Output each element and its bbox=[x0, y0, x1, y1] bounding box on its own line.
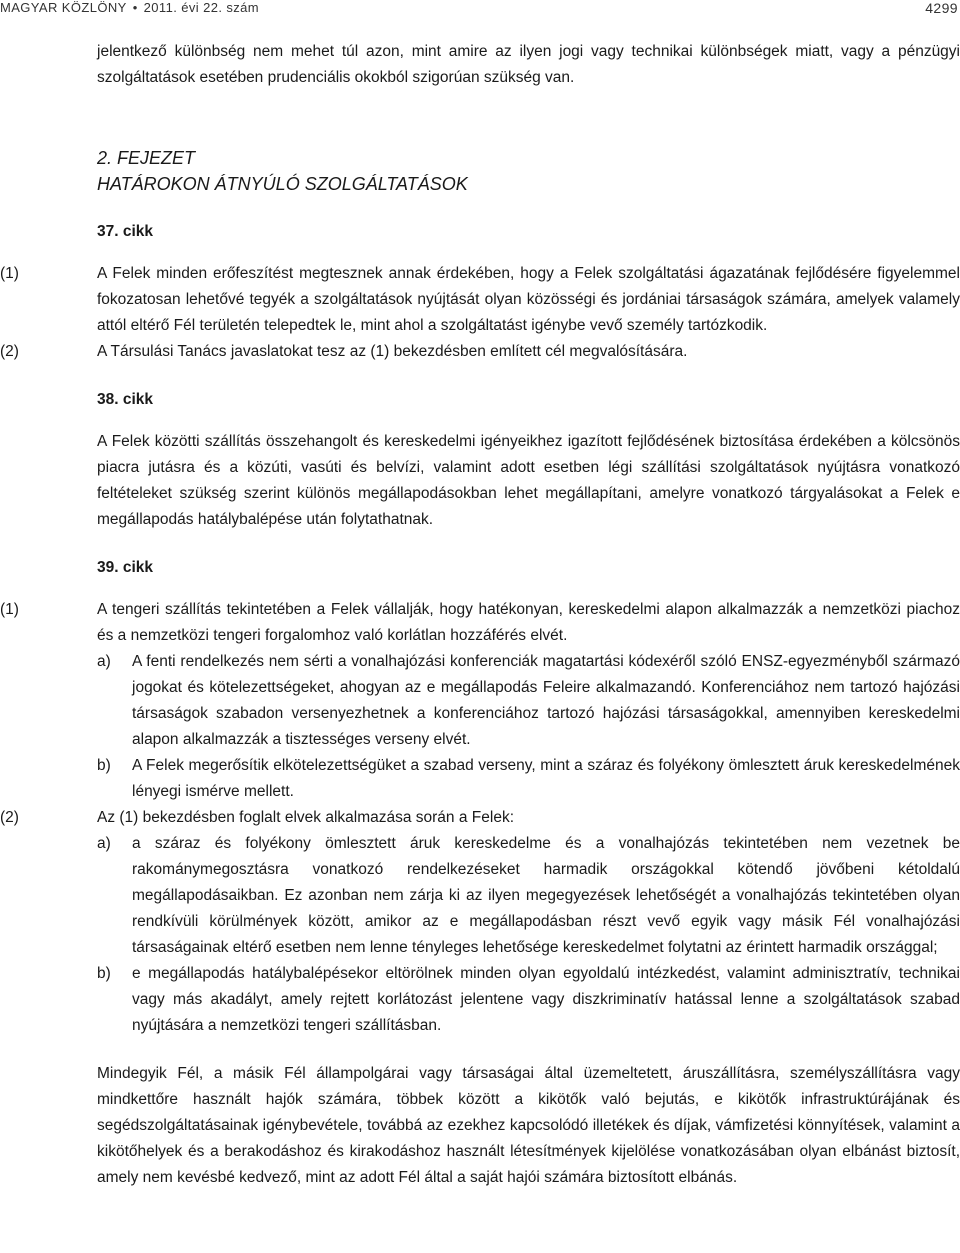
item-text: a száraz és folyékony ömlesztett áruk kereskedelme és a vonalhajózás tekintetében nem vezetnek be rakománymegosztásra vonatkozó rendelkezéseket harmadik országokkal kötendő jövőbeni kétoldalú megállapodásaikban. Ez azonban nem zárja ki az ilyen megegyezések lehetőségét a vonalhajózás tekintetében olyan rendkívüli körülmények között, amikor az e megállapodásban részt vevő egyik vagy másik Fél vonalhajózási társaságainak eltérő esetben nem lenne tényleges lehetősége kereskedelmet folytatni az érintett harmadik országgal; bbox=[132, 835, 960, 956]
paragraph-number: (1) bbox=[0, 601, 19, 618]
paragraph-text: A tengeri szállítás tekintetében a Felek vállalják, hogy hatékonyan, kereskedelmi alapon alkalmazzák a nemzetközi piachoz és a nemzetközi tengeri forgalomhoz való korlátlan hozzáférés elvét. bbox=[97, 601, 960, 644]
item-text: A fenti rendelkezés nem sérti a vonalhajózási konferenciák magatartási kódexéről szóló ENSZ-egyezményből származó jogokat és kötelezettségeket, ahogyan az e megállapodás Feleire alkalmazandó. Konferenciához nem tartozó hajózási társaságok szabadon versenyezhetnek a konferenciához tartozó hajózási társaságokkal, amennyiben kereskedelmi alapon alkalmazzák a tisztességes verseny elvét. bbox=[132, 653, 960, 748]
article-37-title: 37. cikk bbox=[97, 223, 154, 240]
paragraph-number: (1) bbox=[0, 265, 19, 282]
item-label: a) bbox=[97, 835, 111, 852]
paragraph-number: (2) bbox=[0, 343, 19, 360]
issue-number: 2011. évi 22. szám bbox=[143, 0, 260, 15]
header-bullet: • bbox=[132, 0, 138, 15]
article-38-title: 38. cikk bbox=[97, 391, 154, 408]
article-39-paragraph-1 bbox=[0, 597, 960, 649]
paragraph-text: A Társulási Tanács javaslatokat tesz az (1) bekezdésben említett cél megvalósítására. bbox=[97, 343, 688, 360]
article-39-paragraph-2 bbox=[0, 805, 960, 831]
document-body bbox=[0, 39, 960, 1191]
article-37-paragraph-1 bbox=[0, 261, 960, 339]
item-text: A Felek megerősítik elkötelezettségüket a szabad verseny, mint a száraz és folyékony ömlesztett áruk kereskedelmének lényegi ismérve mellett. bbox=[132, 757, 960, 800]
paragraph-text: A Felek minden erőfeszítést megtesznek annak érdekében, hogy a Felek szolgáltatási ágazatának fejlődésére figyelemmel fokozatosan lehetővé tegyék a szolgáltatások nyújtását olyan közösségi és jordániai társaságok számára, amelyek valamely attól eltérő Fél területén telepedtek le, mint ahol a szolgáltatást igénybe vevő személy tartózkodik. bbox=[97, 265, 960, 334]
article-39-paragraph-2-item-a bbox=[0, 831, 960, 961]
item-label: a) bbox=[97, 653, 111, 670]
paragraph-text: Az (1) bekezdésben foglalt elvek alkalmazása során a Felek: bbox=[97, 809, 514, 826]
article-37-paragraph-2 bbox=[0, 339, 960, 365]
paragraph-number: (2) bbox=[0, 809, 19, 826]
item-label: b) bbox=[97, 965, 111, 982]
article-39-paragraph-1-item-b bbox=[0, 753, 960, 805]
spacer bbox=[0, 1039, 960, 1061]
chapter-number: 2. FEJEZET bbox=[97, 148, 196, 168]
item-text: e megállapodás hatálybalépésekor eltörölnek minden olyan egyoldalú intézkedést, valamint adminisztratív, technikai vagy más akadályt, amely rejtett korlátozást jelentene vagy diszkriminatív hatással lenne a szolgáltatások szabad nyújtására a nemzetközi tengeri szállításban. bbox=[132, 965, 960, 1034]
article-39-title: 39. cikk bbox=[97, 559, 154, 576]
page-number: 4299 bbox=[925, 0, 958, 16]
item-label: b) bbox=[97, 757, 111, 774]
publication-name: MAGYAR KÖZLÖNY bbox=[0, 0, 127, 15]
intro-paragraph: jelentkező különbség nem mehet túl azon, mint amire az ilyen jogi vagy technikai különbségek miatt, vagy a pénzügyi szolgáltatások esetében prudenciális okokból szigorúan szükség van. bbox=[97, 43, 960, 86]
article-39-closing-paragraph: Mindegyik Fél, a másik Fél állampolgárai vagy társaságai által üzemeltetett, áruszállításra, személyszállításra vagy mindkettőre használt hajók számára, többek között a kikötők való bejutás, e kikötők infrastruktúrájának és segédszolgáltatásainak igénybevétele, továbbá az ezekhez kapcsolódó illetékek és díjak, vámfizetési könnyítések, valamint a kikötőhelyek és a berakodáshoz és kirakodáshoz használt létesítmények kijelölése vonatkozásában olyan elbánást biztosít, amely nem kevésbé kedvező, mint az adott Fél által a saját hajói számára biztosított elbánás. bbox=[97, 1065, 960, 1186]
article-38-text: A Felek közötti szállítás összehangolt és kereskedelmi igényeikhez igazított fejlődésének biztosítása érdekében a kölcsönös piacra jutásra és a közúti, vasúti és belvízi, valamint adott esetben légi szállítási szolgáltatások nyújtásra vonatkozó feltételeket szükség szerint különös megállapodásokban lehet megállapítani, amelyre vonatkozó tárgyalásokat a Felek e megállapodás hatálybalépése után folytathatnak. bbox=[97, 433, 960, 528]
chapter-title: HATÁROKON ÁTNYÚLÓ SZOLGÁLTATÁSOK bbox=[97, 174, 468, 194]
article-39-paragraph-2-item-b bbox=[0, 961, 960, 1039]
article-39-paragraph-1-item-a bbox=[0, 649, 960, 753]
page-header bbox=[0, 0, 960, 16]
